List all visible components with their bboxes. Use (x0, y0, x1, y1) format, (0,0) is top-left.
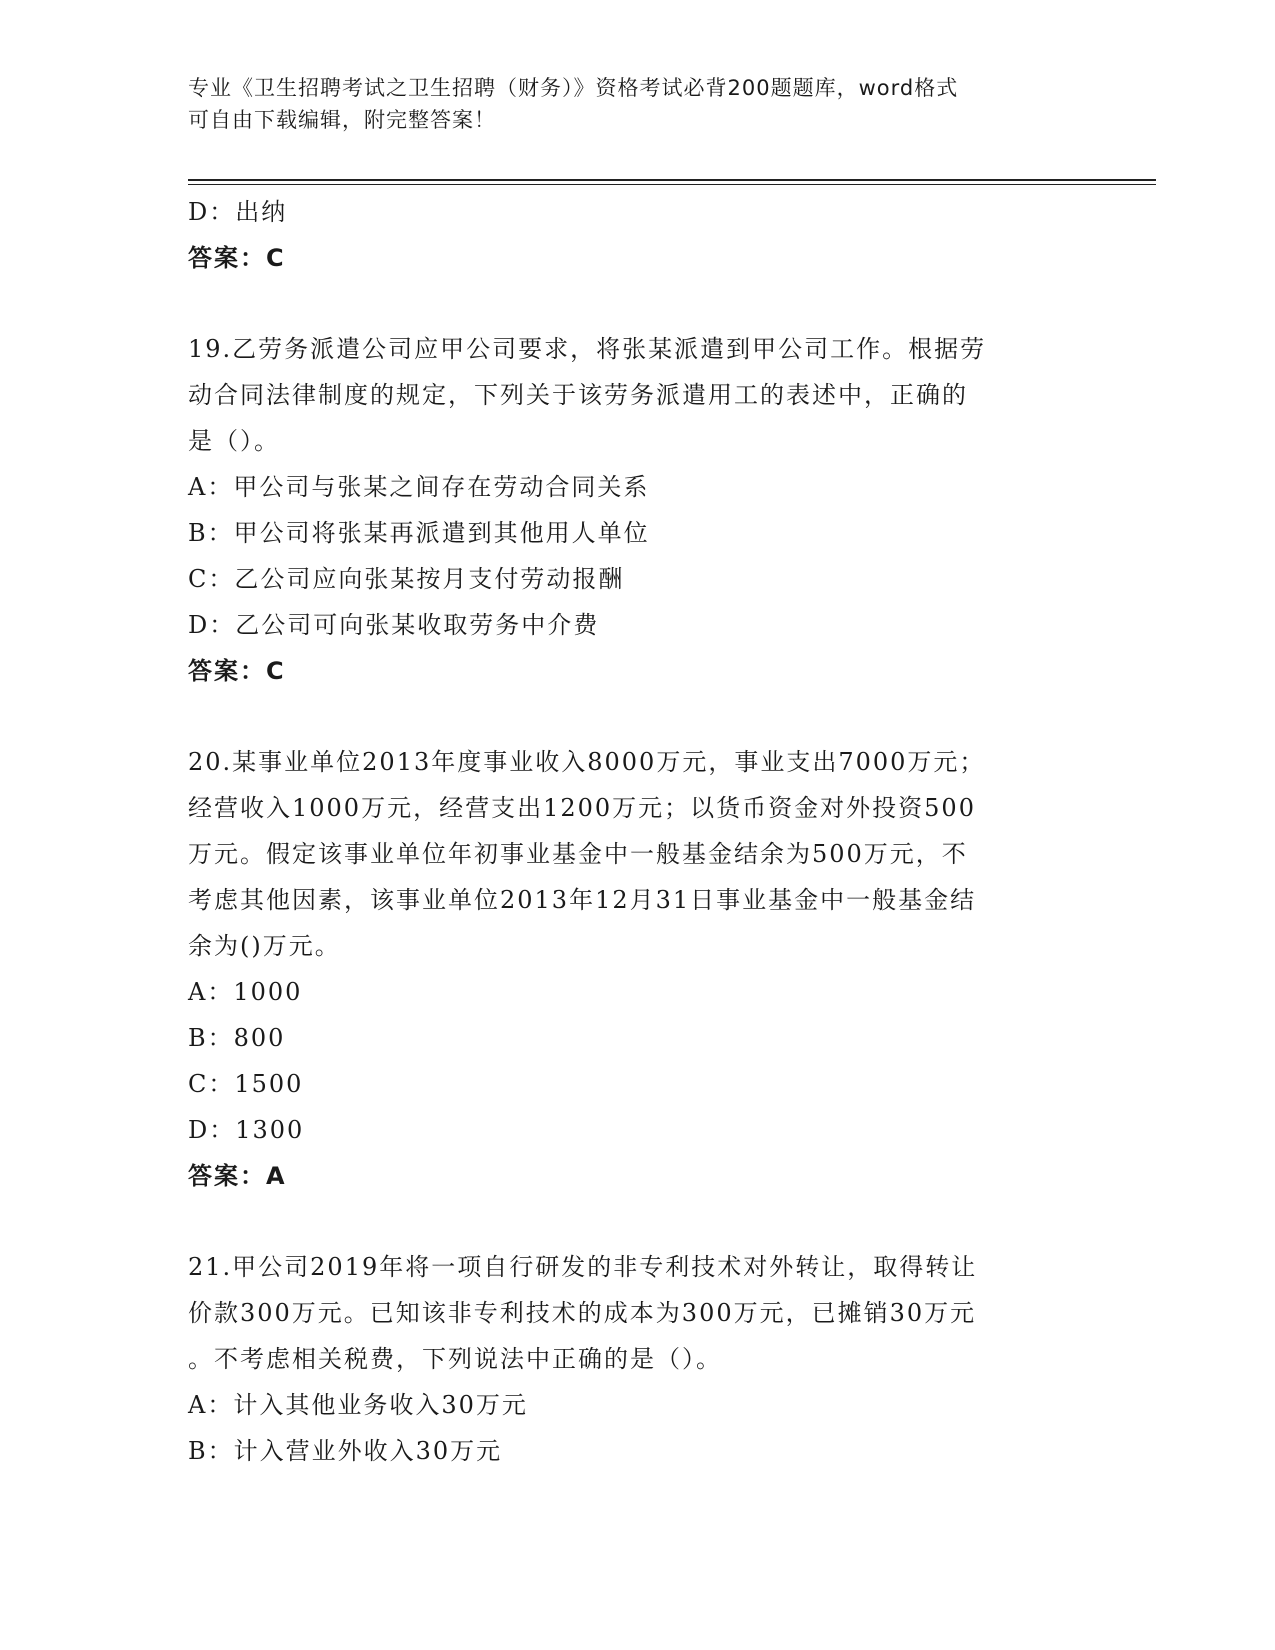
option-c: C：乙公司应向张某按月支付劳动报酬 (188, 565, 625, 593)
option-a: A：甲公司与张某之间存在劳动合同关系 (188, 473, 650, 501)
option-c: C：1500 (188, 1070, 304, 1098)
option-a: A：1000 (188, 978, 303, 1006)
option-a: A：计入其他业务收入30万元 (188, 1391, 528, 1419)
header-line-1: 专业《卫生招聘考试之卫生招聘（财务）》资格考试必背200题题库，word格式 (188, 76, 959, 100)
question-19 (188, 326, 1088, 694)
question-stem-line: 动合同法律制度的规定，下列关于该劳务派遣用工的表述中，正确的 (188, 381, 968, 409)
question-stem-line: 21.甲公司2019年将一项自行研发的非专利技术对外转让，取得转让 (188, 1253, 978, 1281)
option-b: B：计入营业外收入30万元 (188, 1437, 503, 1465)
option-b: B：甲公司将张某再派遣到其他用人单位 (188, 519, 650, 547)
question-stem-line: 考虑其他因素，该事业单位2013年12月31日事业基金中一般基金结 (188, 886, 977, 914)
question-stem-line: 是（）。 (188, 427, 280, 455)
answer: 答案：A (188, 1162, 287, 1190)
question-stem-line: 万元。假定该事业单位年初事业基金中一般基金结余为500万元，不 (188, 840, 968, 868)
question-stem-line: 价款300万元。已知该非专利技术的成本为300万元，已摊销30万元 (188, 1299, 977, 1327)
question-stem-line: 20.某事业单位2013年度事业收入8000万元，事业支出7000万元； (188, 748, 986, 776)
option-d: D：1300 (188, 1116, 305, 1144)
question-stem-line: 余为()万元。 (188, 932, 341, 960)
question-stem-line: 经营收入1000万元，经营支出1200万元；以货币资金对外投资500 (188, 794, 976, 822)
question-stem-line: 。不考虑相关税费，下列说法中正确的是（）。 (188, 1345, 722, 1373)
header-divider-thick (188, 179, 1156, 181)
header-line-2: 可自由下载编辑，附完整答案！ (188, 108, 496, 132)
answer: 答案：C (188, 244, 286, 272)
header-divider-thin (188, 184, 1156, 185)
question-list (188, 189, 1088, 1474)
option-b: B：800 (188, 1024, 286, 1052)
document-header (188, 72, 1088, 136)
question-21 (188, 1244, 1088, 1474)
question-18-tail (188, 189, 1088, 281)
answer: 答案：C (188, 657, 286, 685)
question-stem-line: 19.乙劳务派遣公司应甲公司要求，将张某派遣到甲公司工作。根据劳 (188, 335, 987, 363)
option-d: D：乙公司可向张某收取劳务中介费 (188, 611, 600, 639)
question-20 (188, 739, 1088, 1199)
option-d: D：出纳 (188, 198, 288, 226)
